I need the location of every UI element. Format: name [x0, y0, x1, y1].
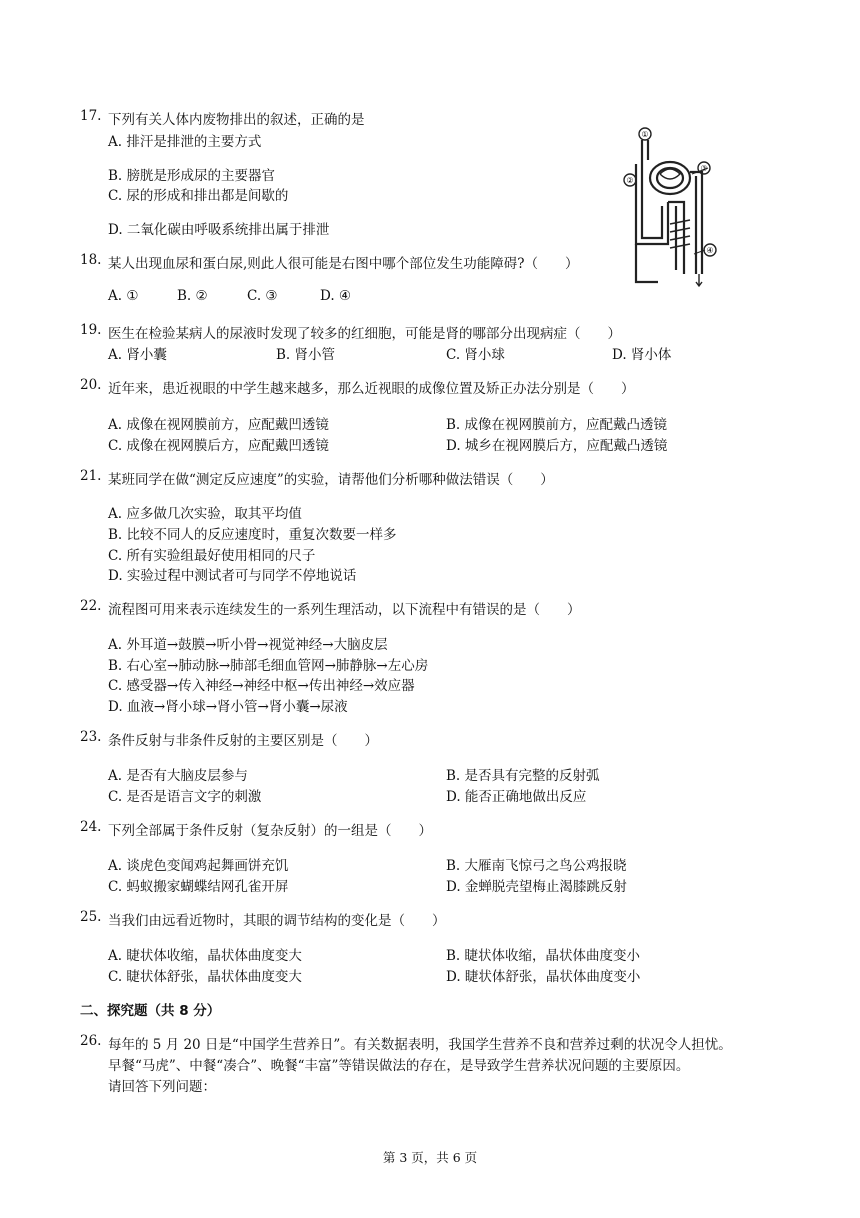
question-stem: 近年来，患近视眼的中学生越来越多，那么近视眼的成像位置及矫正办法分别是（ ） [108, 381, 635, 397]
option-b: B. ② [177, 288, 208, 304]
figure-label-1: ① [641, 130, 649, 139]
option-b: B. 肾小管 [276, 347, 336, 363]
option-a: A. 外耳道→鼓膜→听小骨→视觉神经→大脑皮层 [108, 637, 388, 653]
option-c: C. 尿的形成和排出都是间歇的 [108, 188, 289, 204]
figure-label-4: ④ [706, 246, 714, 255]
question-text-line-2: 早餐“马虎”、中餐“凑合”、晚餐“丰富”等错误做法的存在，是导致学生营养状况问题的主要原因。 [108, 1058, 690, 1074]
option-b: B. 比较不同人的反应速度时，重复次数要一样多 [108, 527, 397, 543]
option-b: B. 右心室→肺动脉→肺部毛细血管网→肺静脉→左心房 [108, 658, 429, 674]
option-a: A. 成像在视网膜前方，应配戴凹透镜 [108, 417, 329, 433]
option-a: A. 睫状体收缩，晶状体曲度变大 [108, 948, 302, 964]
option-b: B. 睫状体收缩，晶状体曲度变小 [446, 948, 641, 964]
question-stem: 下列有关人体内废物排出的叙述，正确的是 [108, 112, 365, 128]
section-heading: 二、探究题（共 8 分） [80, 1003, 221, 1019]
option-c: C. 所有实验组最好使用相同的尺子 [108, 548, 316, 564]
option-b: B. 膀胱是形成尿的主要器官 [108, 168, 276, 184]
option-d: D. 肾小体 [612, 347, 672, 363]
question-stem: 某人出现血尿和蛋白尿,则此人很可能是右图中哪个部位发生功能障碍?（ ） [108, 256, 579, 272]
question-stem: 医生在检验某病人的尿液时发现了较多的红细胞，可能是肾的哪部分出现病症（ ） [108, 326, 621, 342]
option-c: C. 是否是语言文字的刺激 [108, 789, 262, 805]
question-stem: 下列全部属于条件反射（复杂反射）的一组是（ ） [108, 823, 432, 839]
option-c: C. ③ [247, 288, 278, 304]
question-text-line-3: 请回答下列问题： [108, 1079, 216, 1095]
option-d: D. 二氧化碳由呼吸系统排出属于排泄 [108, 222, 330, 238]
page-footer: 第 3 页，共 6 页 [382, 1150, 478, 1165]
question-stem: 流程图可用来表示连续发生的一系列生理活动，以下流程中有错误的是（ ） [108, 602, 581, 618]
option-d: D. 血液→肾小球→肾小管→肾小囊→尿液 [108, 699, 348, 715]
option-d: D. 城乡在视网膜后方，应配戴凸透镜 [446, 438, 668, 454]
option-b: B. 是否具有完整的反射弧 [446, 768, 600, 784]
question-number: 21. [80, 468, 102, 484]
question-number: 22. [80, 598, 102, 614]
question-stem: 条件反射与非条件反射的主要区别是（ ） [108, 733, 378, 749]
option-a: A. 排汗是排泄的主要方式 [108, 134, 262, 150]
option-a: A. ① [108, 288, 139, 304]
question-stem: 某班同学在做“测定反应速度”的实验，请帮他们分析哪种做法错误（ ） [108, 472, 554, 488]
question-number: 24. [80, 819, 102, 835]
nephron-diagram [618, 124, 718, 288]
option-d: D. 实验过程中测试者可与同学不停地说话 [108, 568, 357, 584]
option-d: D. ④ [320, 288, 352, 304]
option-c: C. 肾小球 [446, 347, 505, 363]
option-d: D. 金蝉脱壳望梅止渴膝跳反射 [446, 879, 627, 895]
option-c: C. 感受器→传入神经→神经中枢→传出神经→效应器 [108, 678, 415, 694]
figure-label-2: ② [626, 176, 634, 185]
question-number: 20. [80, 377, 102, 393]
question-number: 26. [80, 1033, 102, 1049]
question-text-line-1: 每年的 5 月 20 日是“中国学生营养日”。有关数据表明，我国学生营养不良和营养过剩的状况令人担忧。 [108, 1037, 732, 1053]
question-number: 18. [80, 252, 102, 268]
option-a: A. 谈虎色变闻鸡起舞画饼充饥 [108, 858, 289, 874]
option-a: A. 肾小囊 [108, 347, 167, 363]
option-b: B. 大雁南飞惊弓之鸟公鸡报晓 [446, 858, 627, 874]
question-number: 19. [80, 322, 102, 338]
question-number: 25. [80, 909, 102, 925]
question-number: 17. [80, 108, 102, 124]
question-number: 23. [80, 729, 102, 745]
option-c: C. 蚂蚁搬家蝴蝶结网孔雀开屏 [108, 879, 289, 895]
option-d: D. 能否正确地做出反应 [446, 789, 587, 805]
option-a: A. 应多做几次实验，取其平均值 [108, 506, 302, 522]
option-d: D. 睫状体舒张，晶状体曲度变小 [446, 969, 641, 985]
option-b: B. 成像在视网膜前方，应配戴凸透镜 [446, 417, 668, 433]
option-a: A. 是否有大脑皮层参与 [108, 768, 248, 784]
figure-label-3: ③ [700, 164, 708, 173]
option-c: C. 睫状体舒张，晶状体曲度变大 [108, 969, 302, 985]
question-stem: 当我们由远看近物时，其眼的调节结构的变化是（ ） [108, 913, 446, 929]
option-c: C. 成像在视网膜后方，应配戴凹透镜 [108, 438, 329, 454]
